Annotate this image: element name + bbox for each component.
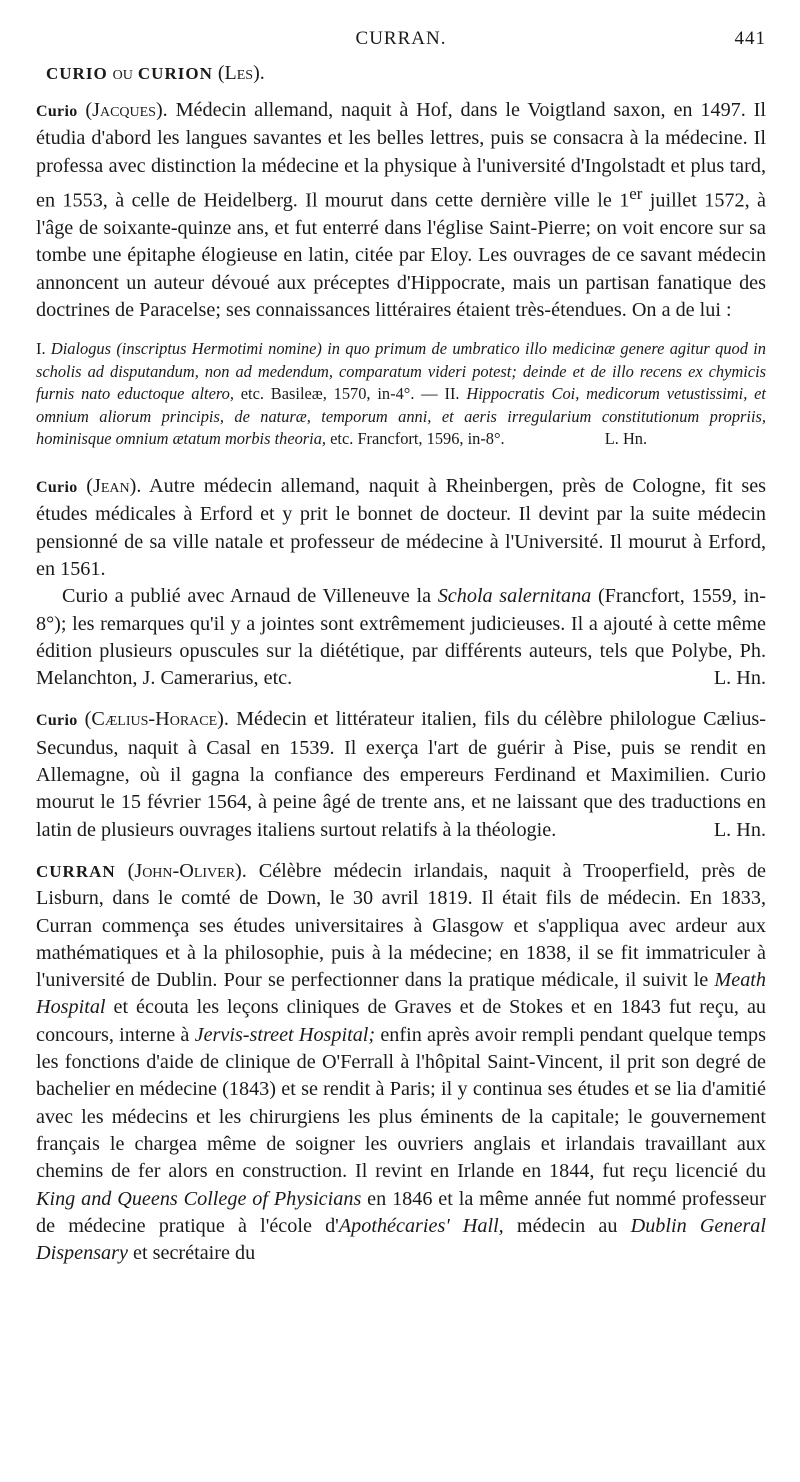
institution-name: Apothécaries' Hall,: [338, 1214, 504, 1237]
running-title: CURRAN.: [355, 28, 447, 49]
entry-name: Curio: [36, 103, 78, 120]
entry-text: Célèbre médecin irlandais, naquit à Trooperfield, près de Lisburn, dans le comté de Down, le 30 avril 1819. Il était fils de médecin. En 1833, Curran commença ses études universitaires à Glasgow et s'appliqua avec ardeur aux mathématiques et à la philosophie, puis à la médecine; en 1838, il se fit immatriculer à l'université de Dublin. Pour se perfectionner dans la pratique médicale, il suivit le: [36, 859, 767, 992]
heading-ou: ou: [112, 62, 133, 84]
document-page: [36, 28, 766, 1281]
entry-text: médecin au: [503, 1214, 631, 1237]
heading-name: CURIO: [46, 64, 108, 83]
entry-text: et écouta les leçons cliniques de Graves et de Stokes et en 1843 fut reçu, au concours, interne à: [36, 996, 766, 1046]
entry-text: Autre médecin allemand, naquit à Rheinbergen, près de Cologne, fit ses études médicales à Erford et y prit le bonnet de docteur. Il devint par la suite médecin pensionné de sa ville natale et professeur de médecine à l'Université. Il mourut à Erford, en 1561.: [36, 475, 767, 580]
entry-text: Curio a publié avec Arnaud de Villeneuve la: [62, 585, 438, 608]
entry-text: Médecin allemand, naquit à Hof, dans le Voigtland saxon, en 1497. Il étudia d'abord les langues savantes et les belles lettres, puis se consacra à la médecine. Il professa avec distinction la médecine et la physique à l'université d'Ingolstadt et plus tard, en 1553, à celle de Heidelberg. Il mourut dans cette dernière ville le 1: [36, 99, 766, 212]
entry-text: en 1846 et la même année fut nommé professeur de médecine pratique à l'école d': [36, 1187, 766, 1237]
entry-text: enfin après avoir rempli pendant quelque temps les fonctions d'aide de clinique de O'Ferrall à l'hôpital Saint-Vincent, il prit son degré de bachelier en médecine (1843) et se rendit à Paris; il y continua ses études et se lia d'amitié avec les médecins et les chirurgiens les plus éminents de la capitale; le gouvernement français le chargea même de soigner les ouvriers anglais et irlandais travaillant aux chemins de fer alors en construction. Il revint en Irlande en 1844, fut reçu licencié du: [36, 1023, 766, 1183]
entry-given-name: (Cælius-Horace).: [84, 708, 229, 731]
biblio-title: Hippocratis Coi, medicorum vetustissimi, et omnium aliorum principis, de naturæ, temporum anni, et aeris irregularium constitutionum propriis, hominisque omnium ætatum morbis theoria,: [36, 384, 766, 449]
entry-text-cont: (Francfort, 1559, in-8°); les remarques qu'il y a jointes sont extrêmement judicieuses. Il a ajouté à cette même édition plusieurs opuscules sur la diététique, par différents auteurs, tels que Polybe, Ph. Melanchton, J. Camerarius, etc.: [36, 585, 766, 690]
entry-given-name: (Jacques).: [85, 99, 168, 121]
entry-jean: [36, 473, 766, 692]
entry-name: Curio: [36, 712, 78, 730]
biblio-number: II.: [444, 384, 460, 404]
section-heading: [46, 62, 766, 85]
running-header: [36, 28, 766, 54]
entry-text: et secrétaire du: [127, 1242, 256, 1265]
institution-name: Jervis-street Hospital;: [194, 1023, 376, 1046]
institution-name: Meath Hospital: [36, 969, 766, 1019]
institution-name: Dublin General Dispensary: [36, 1214, 767, 1265]
institution-name: King and Queens College of Physicians: [36, 1187, 362, 1210]
entry-name: CURRAN: [36, 861, 116, 881]
entry-name: Curio: [36, 479, 78, 497]
entry-caelius: [36, 706, 766, 843]
entry-curran: [36, 858, 766, 1267]
superscript: er: [629, 183, 643, 203]
bibliography-jacques: [36, 338, 766, 451]
biblio-number: I.: [36, 339, 46, 359]
entry-given-name: (John-Oliver).: [127, 859, 247, 882]
author-signature: L. Hn.: [713, 667, 766, 690]
author-signature: L. Hn.: [713, 818, 766, 841]
page-number: 441: [734, 28, 766, 49]
heading-name-2: CURION: [137, 64, 213, 83]
author-signature: L. Hn.: [604, 429, 648, 449]
biblio-publication: etc. Basileæ, 1570, in-4°. —: [240, 384, 438, 404]
heading-les: (Les).: [217, 62, 265, 84]
entry-text-cont: juillet 1572, à l'âge de soixante-quinze ans, et fut enterré dans l'église Saint-Pierre; on voit encore sur sa tombe une épitaphe élogieuse en latin, citée par Eloy. Les ouvrages de ce savant médecin annoncent un auteur dévoué aux préceptes d'Hippocrate, mais un partisan fanatique des doctrines de Paracelse; ses connaissances littéraires étaient très-étendues. On a de lui :: [36, 189, 766, 321]
entry-text: Médecin et littérateur italien, fils du célèbre philologue Cælius-Secundus, naquit à Casal en 1539. Il exerça l'art de guérir à Pise, puis se rendit en Allemagne, où il gagna la confiance des empereurs Ferdinand et Maximilien. Curio mourut le 15 février 1564, à peine âgé de trente ans, et ne laissant que des traductions en latin de plusieurs ouvrages italiens surtout relatifs à la théologie.: [36, 708, 767, 841]
entry-given-name: (Jean).: [86, 475, 142, 498]
book-title: Schola salernitana: [437, 585, 592, 608]
biblio-title: Dialogus (inscriptus Hermotimi nomine) in quo primum de umbratico illo medicinæ genere agitur quod in scholis ad disputandum, non ad medendum, comparatum videri potest; deinde et de illo recens ex chymicis furnis nato eductoque altero,: [36, 339, 766, 404]
entry-jacques: [36, 97, 766, 324]
biblio-publication: etc. Francfort, 1596, in-8°.: [330, 429, 505, 449]
